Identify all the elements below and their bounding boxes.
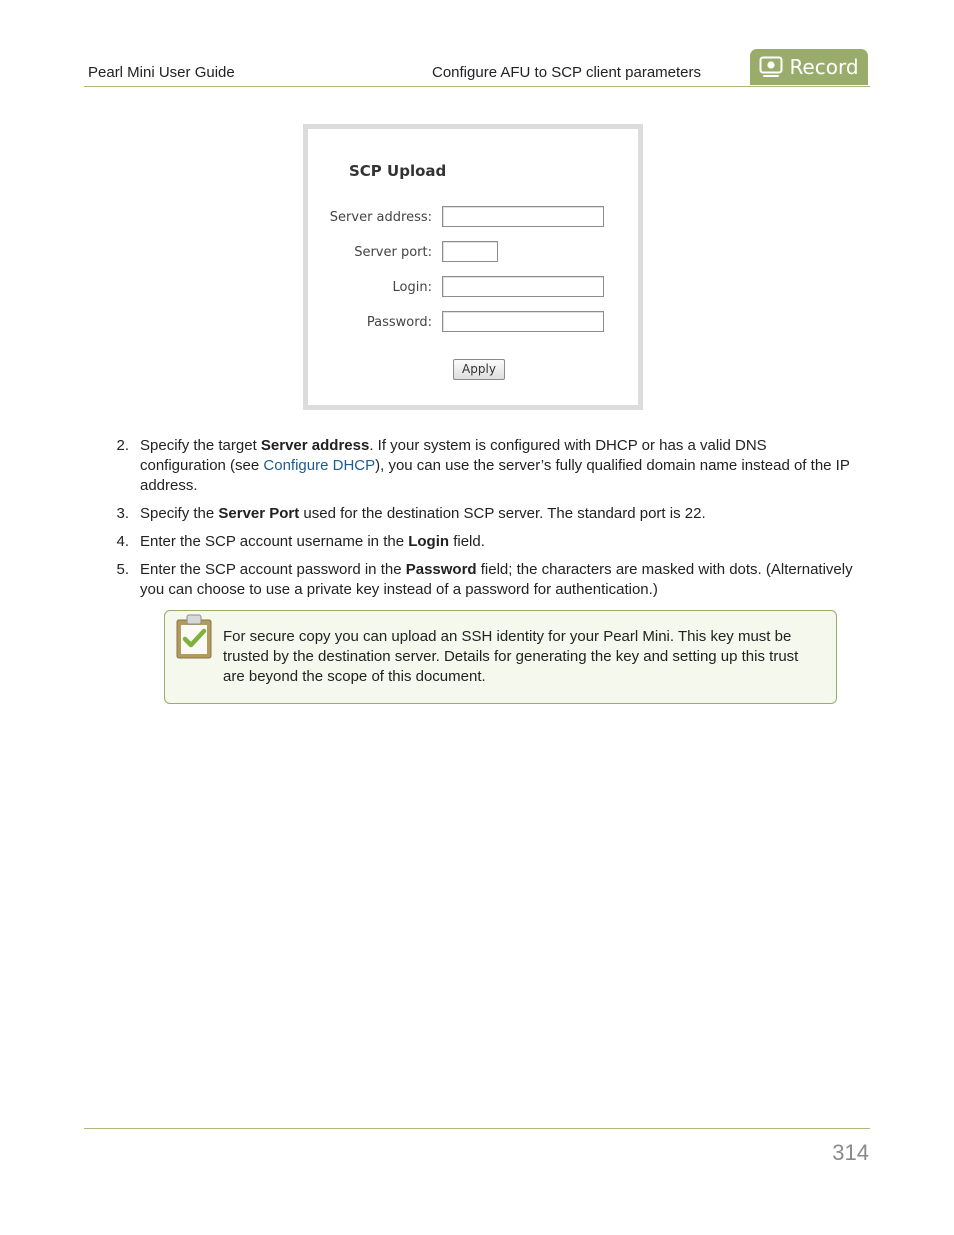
step-term: Password xyxy=(405,561,477,578)
footer-divider xyxy=(84,1128,870,1129)
step-term: Server Port xyxy=(218,505,300,522)
login-input[interactable] xyxy=(442,276,604,297)
configure-dhcp-link[interactable]: Configure DHCP xyxy=(263,457,376,474)
list-item xyxy=(113,436,853,496)
server-port-label: Server port: xyxy=(354,245,432,260)
step-number: 3. xyxy=(116,505,129,522)
header-divider xyxy=(84,86,870,87)
note-text: For secure copy you can upload an SSH identity for your Pearl Mini. This key must be trusted by the destination server. Details for generating the key and setting up this trust are beyond the scope of this document. xyxy=(223,628,799,685)
note-box xyxy=(164,610,837,704)
scp-upload-form xyxy=(303,124,643,410)
step-number: 2. xyxy=(116,437,129,454)
record-tab xyxy=(750,49,868,85)
form-title: SCP Upload xyxy=(349,162,447,180)
list-item xyxy=(113,560,853,600)
step-term: Login xyxy=(408,533,450,550)
guide-title: Pearl Mini User Guide xyxy=(88,64,235,81)
step-text: Specify the target xyxy=(140,437,261,454)
step-text: ), you can use the server’s fully qualified domain name instead of the IP address. xyxy=(140,457,850,494)
apply-button[interactable]: Apply xyxy=(453,359,505,380)
steps-list xyxy=(113,436,853,608)
list-item xyxy=(113,532,853,552)
step-text: Enter the SCP account password in the xyxy=(140,561,406,578)
step-number: 5. xyxy=(116,561,129,578)
list-item xyxy=(113,504,853,524)
step-term: Server address xyxy=(260,437,370,454)
page-number: 314 xyxy=(832,1140,869,1165)
step-text: Enter the SCP account username in the xyxy=(140,533,409,550)
password-label: Password: xyxy=(366,315,432,330)
step-number: 4. xyxy=(116,533,129,550)
step-text: field; the characters are masked with dots. (Alternatively you can choose to use a private key instead of a password for authentication.) xyxy=(140,561,853,598)
section-title: Configure AFU to SCP client parameters xyxy=(432,64,702,81)
step-text: used for the destination SCP server. The standard port is 22. xyxy=(299,505,706,522)
server-address-input[interactable] xyxy=(442,206,604,227)
step-text: field. xyxy=(449,533,485,550)
step-text: Specify the xyxy=(140,505,219,522)
record-tab-label: Record xyxy=(789,55,859,79)
step-text: . If your system is configured with DHCP or has a valid DNS configuration (see xyxy=(140,437,767,474)
clipboard-check-icon xyxy=(175,612,213,665)
record-icon xyxy=(759,56,783,78)
server-port-input[interactable] xyxy=(442,241,498,262)
password-input[interactable] xyxy=(442,311,604,332)
login-label: Login: xyxy=(392,280,432,295)
server-address-label: Server address: xyxy=(329,210,432,225)
